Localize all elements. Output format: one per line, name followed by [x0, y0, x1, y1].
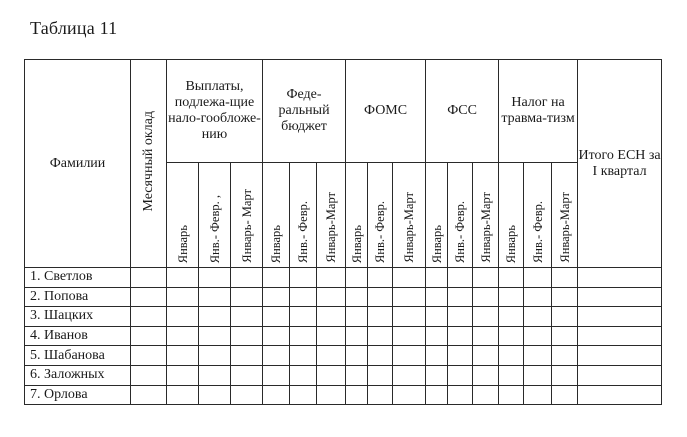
- table-cell: [167, 365, 199, 385]
- table-cell: [393, 385, 426, 405]
- table-cell: [263, 385, 290, 405]
- table-cell: [368, 268, 393, 288]
- header-period-label: Январь- Март: [239, 189, 254, 263]
- table-cell: [426, 326, 448, 346]
- table-cell: [346, 346, 368, 366]
- table-cell: [393, 307, 426, 327]
- table-cell: [231, 365, 263, 385]
- table-cell: [346, 365, 368, 385]
- table-cell: [263, 268, 290, 288]
- table-cell: [167, 326, 199, 346]
- header-period-label: Январь-Март: [478, 192, 493, 263]
- table-cell: [448, 307, 473, 327]
- table-row: [25, 307, 662, 327]
- table-cell: [231, 385, 263, 405]
- table-cell: [263, 365, 290, 385]
- table-cell: [473, 346, 499, 366]
- table-cell: [317, 287, 346, 307]
- table-cell: [448, 365, 473, 385]
- header-period: [499, 163, 524, 268]
- header-period-label: Янв.- Февр.: [296, 200, 311, 263]
- table-cell: [473, 326, 499, 346]
- table-cell: [167, 287, 199, 307]
- header-group-federal: Феде-ральный бюджет: [263, 60, 346, 163]
- header-period: [393, 163, 426, 268]
- table-cell: [131, 346, 167, 366]
- table-cell: [499, 307, 524, 327]
- table-cell: [346, 268, 368, 288]
- header-period-label: Январь-Март: [557, 192, 572, 263]
- ecn-table: [24, 59, 662, 405]
- table-cell: [578, 346, 662, 366]
- table-cell: [290, 307, 317, 327]
- table-cell: [552, 365, 578, 385]
- table-cell: [473, 365, 499, 385]
- table-cell: [578, 326, 662, 346]
- table-cell: [167, 346, 199, 366]
- table-cell: [263, 307, 290, 327]
- header-period-label: Январь-Март: [324, 192, 339, 263]
- header-period-label: Январь: [504, 224, 519, 263]
- table-cell: [317, 385, 346, 405]
- table-cell: [317, 346, 346, 366]
- table-cell: [167, 385, 199, 405]
- header-period: [524, 163, 552, 268]
- table-cell: [167, 307, 199, 327]
- header-period: [263, 163, 290, 268]
- table-cell: [231, 326, 263, 346]
- table-cell: [131, 307, 167, 327]
- table-cell: [578, 365, 662, 385]
- table-row: [25, 326, 662, 346]
- table-row: [25, 287, 662, 307]
- header-period-label: Янв.- Февр.: [373, 200, 388, 263]
- table-cell: [290, 365, 317, 385]
- header-group-foms: ФОМС: [346, 60, 426, 163]
- table-row: [25, 268, 662, 288]
- table-cell: [199, 287, 231, 307]
- table-cell: [524, 365, 552, 385]
- row-surname: 2. Попова: [25, 287, 131, 307]
- table-row: [25, 385, 662, 405]
- table-cell: [426, 287, 448, 307]
- table-cell: [199, 307, 231, 327]
- header-period: [368, 163, 393, 268]
- header-period: [552, 163, 578, 268]
- table-cell: [290, 287, 317, 307]
- header-group-taxable: Выплаты, подлежа-щие нало-гообложе-нию: [167, 60, 263, 163]
- header-period: [426, 163, 448, 268]
- table-cell: [499, 287, 524, 307]
- header-period: [167, 163, 199, 268]
- table-cell: [552, 346, 578, 366]
- header-period: [199, 163, 231, 268]
- table-cell: [290, 385, 317, 405]
- header-period-label: Январь: [269, 224, 284, 263]
- table-cell: [473, 268, 499, 288]
- row-surname: 6. Заложных: [25, 365, 131, 385]
- table-cell: [499, 268, 524, 288]
- table-cell: [263, 326, 290, 346]
- header-period-label: Январь: [175, 224, 190, 263]
- header-period: [346, 163, 368, 268]
- table-cell: [368, 287, 393, 307]
- table-cell: [524, 268, 552, 288]
- table-cell: [199, 385, 231, 405]
- table-row: [25, 365, 662, 385]
- table-cell: [426, 365, 448, 385]
- table-cell: [393, 268, 426, 288]
- table-cell: [426, 268, 448, 288]
- row-surname: 4. Иванов: [25, 326, 131, 346]
- table-cell: [426, 307, 448, 327]
- table-cell: [473, 287, 499, 307]
- table-cell: [578, 385, 662, 405]
- table-cell: [426, 385, 448, 405]
- table-cell: [578, 307, 662, 327]
- table-cell: [131, 365, 167, 385]
- table-cell: [448, 385, 473, 405]
- table-cell: [199, 365, 231, 385]
- table-cell: [393, 365, 426, 385]
- table-cell: [448, 346, 473, 366]
- table-cell: [448, 268, 473, 288]
- table-cell: [231, 287, 263, 307]
- table-cell: [199, 268, 231, 288]
- table-caption: Таблица 11: [30, 18, 118, 38]
- header-period-label: Янв.- Февр. ,: [207, 194, 222, 263]
- table-cell: [524, 307, 552, 327]
- table-cell: [524, 326, 552, 346]
- header-period: [473, 163, 499, 268]
- table-cell: [346, 385, 368, 405]
- table-cell: [552, 287, 578, 307]
- table-cell: [317, 307, 346, 327]
- row-surname: 7. Орлова: [25, 385, 131, 405]
- table-cell: [263, 287, 290, 307]
- table-cell: [426, 346, 448, 366]
- table-cell: [131, 268, 167, 288]
- table-cell: [290, 326, 317, 346]
- header-surname: Фамилии: [25, 60, 131, 268]
- header-salary-label: Месячный оклад: [140, 110, 156, 212]
- table-cell: [393, 326, 426, 346]
- table-cell: [393, 287, 426, 307]
- header-period: [317, 163, 346, 268]
- table-cell: [131, 287, 167, 307]
- table-cell: [368, 385, 393, 405]
- table-row: [25, 346, 662, 366]
- table-cell: [290, 346, 317, 366]
- table-cell: [231, 268, 263, 288]
- table-cell: [231, 307, 263, 327]
- row-surname: 5. Шабанова: [25, 346, 131, 366]
- table-cell: [499, 346, 524, 366]
- table-cell: [448, 287, 473, 307]
- table-cell: [346, 307, 368, 327]
- table-cell: [448, 326, 473, 346]
- table-cell: [552, 268, 578, 288]
- header-group-injury: Налог на травма-тизм: [499, 60, 578, 163]
- table-cell: [473, 307, 499, 327]
- table-cell: [317, 268, 346, 288]
- table-cell: [499, 365, 524, 385]
- table-cell: [578, 268, 662, 288]
- table-cell: [552, 326, 578, 346]
- table-cell: [231, 346, 263, 366]
- table-cell: [131, 385, 167, 405]
- table-cell: [346, 326, 368, 346]
- table-cell: [167, 268, 199, 288]
- table-cell: [499, 326, 524, 346]
- header-period: [231, 163, 263, 268]
- table-cell: [499, 385, 524, 405]
- table-cell: [368, 326, 393, 346]
- header-period-label: Янв.- Февр.: [453, 200, 468, 263]
- table-cell: [131, 326, 167, 346]
- table-cell: [199, 326, 231, 346]
- header-group-fss: ФСС: [426, 60, 499, 163]
- table-cell: [524, 287, 552, 307]
- table-cell: [346, 287, 368, 307]
- table-cell: [473, 385, 499, 405]
- header-period-label: Январь-Март: [402, 192, 417, 263]
- header-period: [448, 163, 473, 268]
- table-cell: [552, 385, 578, 405]
- table-cell: [317, 365, 346, 385]
- table-cell: [552, 307, 578, 327]
- row-surname: 1. Светлов: [25, 268, 131, 288]
- table-cell: [524, 385, 552, 405]
- table-cell: [578, 287, 662, 307]
- header-period-label: Январь: [349, 224, 364, 263]
- header-period-label: Янв.- Февр.: [530, 200, 545, 263]
- table-cell: [290, 268, 317, 288]
- table-cell: [263, 346, 290, 366]
- table-cell: [524, 346, 552, 366]
- header-period-label: Январь: [429, 224, 444, 263]
- table-cell: [368, 346, 393, 366]
- table-cell: [317, 326, 346, 346]
- table-cell: [368, 365, 393, 385]
- header-total: Итого ЕСН за I квартал: [578, 60, 662, 268]
- row-surname: 3. Шацких: [25, 307, 131, 327]
- table-cell: [199, 346, 231, 366]
- table-cell: [368, 307, 393, 327]
- header-period: [290, 163, 317, 268]
- table-cell: [393, 346, 426, 366]
- header-salary: [131, 60, 167, 268]
